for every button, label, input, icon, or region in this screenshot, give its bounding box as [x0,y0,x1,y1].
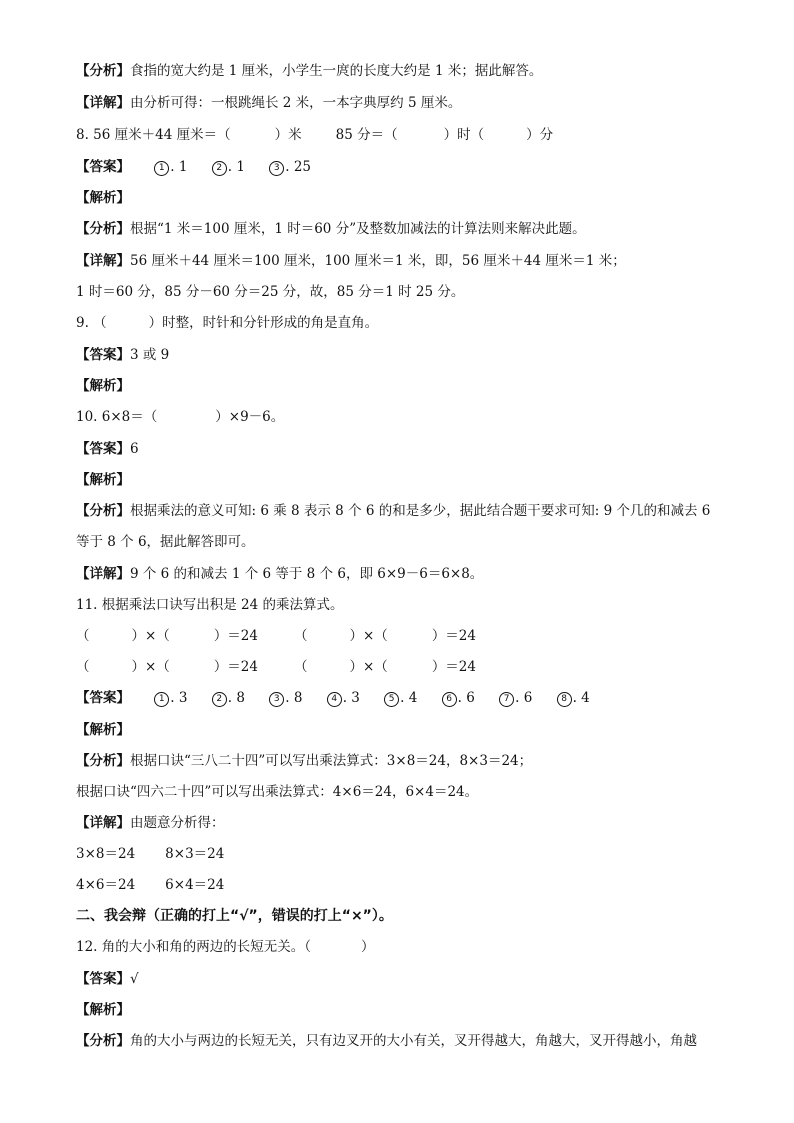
answer-item: 6 . 6 [442,690,475,706]
answer-item: 1 . 1 [154,159,187,175]
equation-row: 4×6＝24 6×4＝24 [76,877,225,893]
analysis-continuation: 等于 8 个 6，据此解答即可。 [76,534,255,550]
detail-line: 【详解】由题意分析得： [76,815,225,831]
explain-label: 【解析】 [76,378,130,394]
detail-continuation: 1 时＝60 分，85 分－60 分＝25 分，故，85 分＝1 时 25 分。 [76,284,465,300]
explain-label: 【解析】 [76,472,130,488]
detail-line: 【详解】9 个 6 的和减去 1 个 6 等于 8 个 6，即 6×9－6＝6×8。 [76,566,484,582]
detail-line: 【详解】由分析可得：一根跳绳长 2 米，一本字典厚约 5 厘米。 [76,95,462,111]
explain-label: 【解析】 [76,190,130,206]
question-12: 12. 角的大小和角的两边的长短无关。（ ） [76,939,375,955]
answer-item: 1 . 3 [154,690,187,706]
equation-row: 3×8＝24 8×3＝24 [76,846,225,862]
analysis-line: 【分析】根据口诀“三八二十四”可以写出乘法算式：3×8＝24，8×3＝24； [76,753,533,769]
answer-item: 5 . 4 [384,690,417,706]
answer-item: 2 . 8 [212,690,245,706]
answer-item: 4 . 3 [327,690,360,706]
answer-10: 【答案】6 [76,441,139,457]
question-8: 8. 56 厘米＋44 厘米＝（ ）米 85 分＝（ ）时（ ）分 [76,127,554,143]
answer-8: 【答案】 1 . 1 2 . 1 3 . 25 [76,159,311,175]
analysis-line: 【分析】食指的宽大约是 1 厘米，小学生一庹的长度大约是 1 米；据此解答。 [76,63,543,79]
answer-item: 3 . 25 [269,159,311,175]
explain-label: 【解析】 [76,722,130,738]
question-9: 9. （ ）时整，时针和分针形成的角是直角。 [76,315,379,331]
answer-item: 2 . 1 [212,159,245,175]
question-11-row: （ ）×（ ）＝24 （ ）×（ ）＝24 [76,659,476,675]
answer-item: 3 . 8 [269,690,302,706]
answer-12: 【答案】√ [76,971,139,987]
detail-line: 【详解】56 厘米＋44 厘米＝100 厘米，100 厘米＝1 米，即，56 厘米＋44 厘米＝1 米； [76,253,626,269]
analysis-line: 【分析】根据“1 米＝100 厘米，1 时＝60 分”及整数加减法的计算法则来解决此题。 [76,221,586,237]
answer-9: 【答案】3 或 9 [76,347,170,363]
question-11: 11. 根据乘法口诀写出积是 24 的乘法算式。 [76,597,344,613]
section-heading: 二、我会辩（正确的打上“√”，错误的打上“×”）。 [76,908,393,924]
explain-label: 【解析】 [76,1002,130,1018]
answer-item: 8 . 4 [557,690,590,706]
question-11-row: （ ）×（ ）＝24 （ ）×（ ）＝24 [76,628,476,644]
answer-item: 7 . 6 [499,690,532,706]
answer-11: 【答案】 1 . 3 2 . 8 3 . 8 4 . 3 5 . 4 6 . 6 7 . 6 8 . 4 [76,690,590,706]
analysis-line: 【分析】根据乘法的意义可知: 6 乘 8 表示 8 个 6 的和是多少，据此结合题干要求可知: 9 个几的和减去 6 [76,503,711,519]
question-10: 10. 6×8＝（ ）×9－6。 [76,409,285,425]
analysis-line: 【分析】角的大小与两边的长短无关，只有边叉开的大小有关，叉开得越大，角越大，叉开得越小，角越 [76,1033,697,1049]
analysis-continuation: 根据口诀“四六二十四”可以写出乘法算式：4×6＝24，6×4＝24。 [76,784,479,800]
